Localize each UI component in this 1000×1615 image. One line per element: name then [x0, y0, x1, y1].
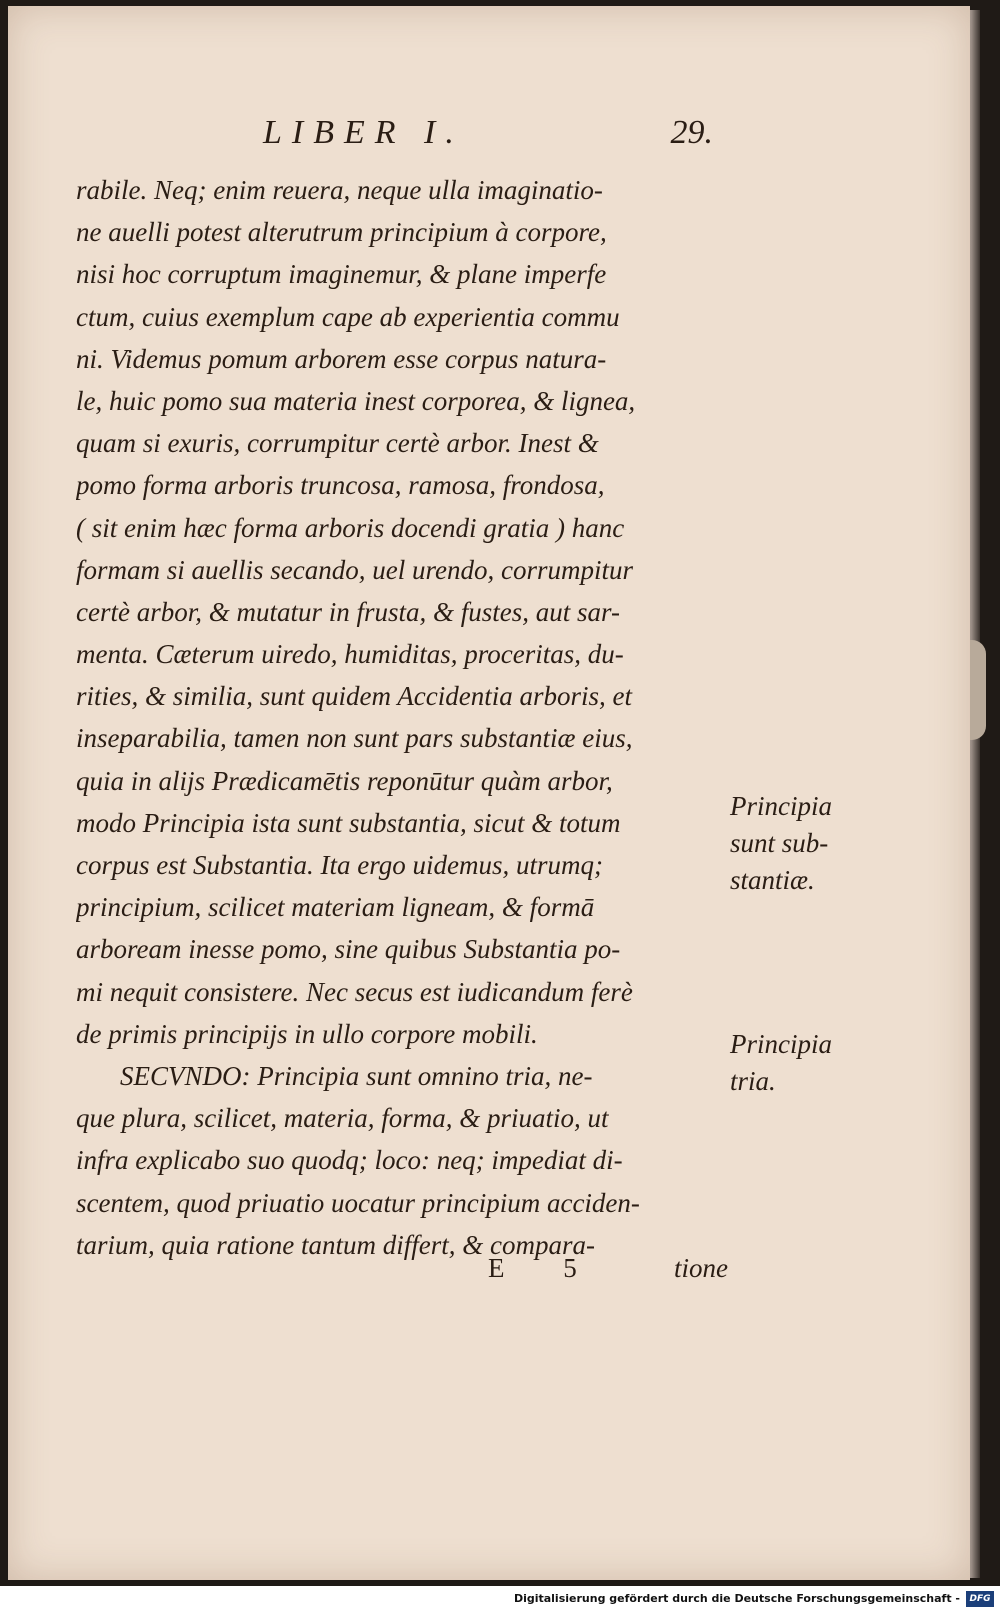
text-line: rities, & similia, sunt quidem Accidentia arboris, et [76, 681, 632, 712]
margin-note [730, 1026, 870, 1100]
text-line: certè arbor, & mutatur in frusta, & fustes, aut sar- [76, 596, 620, 627]
text-line: ctum, cuius exemplum cape ab experientia commu [76, 301, 620, 332]
signature-mark: E 5 [488, 1253, 603, 1283]
text-line: SECVNDO: Principia sunt omnino tria, ne- [120, 1060, 593, 1091]
text-line: mi nequit consistere. Nec secus est iudicandum ferè [76, 976, 633, 1007]
dfg-logo: DFG [966, 1591, 994, 1607]
margin-note-line: sunt sub- [730, 828, 829, 858]
text-line: menta. Cæterum uiredo, humiditas, proceritas, du- [76, 639, 624, 670]
page-number: 29. [670, 114, 713, 151]
credit-bar [0, 1586, 1000, 1615]
text-line: inseparabilia, tamen non sunt pars substantiæ eius, [76, 723, 633, 754]
running-head: LIBER I. [263, 114, 464, 151]
page-header [263, 114, 713, 159]
text-line: arboream inesse pomo, sine quibus Substantia po- [76, 934, 621, 965]
text-line: infra explicabo suo quodq; loco: neq; impediat di- [76, 1145, 623, 1176]
text-line: scentem, quod priuatio uocatur principium acciden- [76, 1187, 640, 1218]
text-line: tarium, quia ratione tantum differt, & compara- [76, 1229, 595, 1260]
page-footer [8, 1253, 728, 1293]
text-line: quia in alijs Prædicamētis reponūtur quàm arbor, [76, 765, 613, 796]
text-line: pomo forma arboris truncosa, ramosa, frondosa, [76, 470, 605, 501]
credit-text: Digitalisierung gefördert durch die Deutsche Forschungsgemeinschaft - [513, 1592, 960, 1605]
text-line: principium, scilicet materiam ligneam, & formā [76, 892, 595, 923]
text-line: quam si exuris, corrumpitur certè arbor. Inest & [76, 428, 599, 459]
text-line: ( sit enim hæc forma arboris docendi gratia ) hanc [76, 512, 625, 543]
margin-note-line: tria. [730, 1066, 776, 1096]
text-line: ni. Videmus pomum arborem esse corpus natura- [76, 343, 607, 374]
text-line: que plura, scilicet, materia, forma, & priuatio, ut [76, 1103, 609, 1134]
margin-note-line: Principia [730, 1029, 832, 1059]
text-line: formam si auellis secando, uel urendo, corrumpitur [76, 554, 633, 585]
text-line: le, huic pomo sua materia inest corporea, & lignea, [76, 385, 636, 416]
margin-note [730, 788, 870, 899]
text-line: rabile. Neq; enim reuera, neque ulla imaginatio- [76, 175, 603, 205]
text-line: corpus est Substantia. Ita ergo uidemus, utrumq; [76, 850, 603, 880]
catchword: tione [674, 1253, 728, 1283]
text-line: nisi hoc corruptum imaginemur, & plane imperfe [76, 259, 607, 290]
margin-note-line: Principia [730, 791, 832, 821]
text-line: ne auelli potest alterutrum principium à corpore, [76, 217, 607, 248]
text-line: de primis principijs in ullo corpore mobili. [76, 1018, 538, 1049]
margin-note-line: stantiæ. [730, 865, 815, 895]
book-page [8, 6, 970, 1580]
body-text [76, 169, 726, 1266]
text-line: modo Principia ista sunt substantia, sicut & totum [76, 807, 621, 838]
